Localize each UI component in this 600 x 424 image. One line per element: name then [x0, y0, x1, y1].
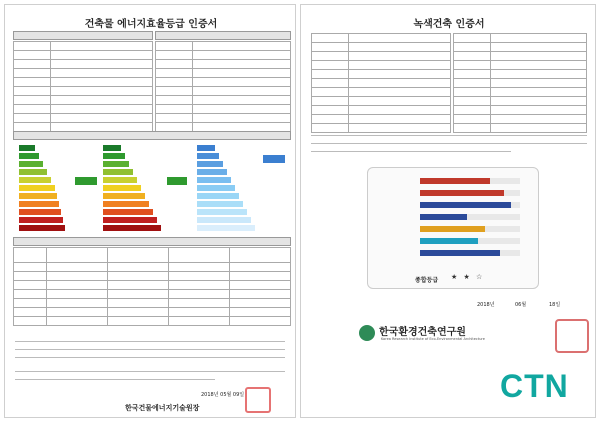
grade-scale-1: [19, 145, 65, 233]
ctn-logo: CTN: [500, 368, 569, 404]
overall-grade-stars: ★ ★ ☆: [451, 273, 485, 281]
bar: [420, 238, 478, 244]
right-certificate-title: 녹색건축 인증서: [413, 19, 485, 30]
certification-overview-header: [155, 31, 291, 40]
note-line-5: [15, 379, 215, 380]
green-building-certificate: [300, 4, 596, 418]
energy-use-header: [13, 237, 291, 246]
left-certificate-date: 2018년 05월 09일: [201, 392, 245, 398]
note-line-1: [15, 341, 285, 342]
grade-scale-2: [103, 145, 163, 233]
building-overview-header: [13, 31, 153, 40]
grade-indicator-2: [167, 177, 187, 185]
date-day: 18일: [549, 302, 561, 308]
grade-scale-3: [197, 145, 257, 233]
evaluation-results-header: [13, 131, 291, 140]
building-overview-table: [13, 41, 153, 132]
bar: [420, 214, 467, 220]
energy-efficiency-certificate: [4, 4, 296, 418]
statement-line-1: [311, 135, 587, 136]
left-certificate-issuer: 한국건물에너지기술원장: [125, 404, 200, 412]
official-seal-right: [555, 319, 589, 353]
note-line-4: [15, 371, 285, 372]
date-year: 2018년: [477, 302, 495, 308]
bar: [420, 190, 504, 196]
category-score-chart-frame: [367, 167, 539, 289]
green-building-overview-table: [311, 33, 451, 133]
green-building-certification-table: [453, 33, 587, 133]
organization-logo-icon: [359, 325, 375, 341]
statement-line-3: [311, 151, 511, 152]
note-line-3: [15, 357, 285, 358]
statement-line-2: [311, 143, 587, 144]
official-seal-left: [245, 387, 271, 413]
bar: [420, 250, 500, 256]
grade-indicator-3: [263, 155, 285, 163]
bar: [420, 226, 485, 232]
date-month: 06월: [515, 302, 527, 308]
bar: [420, 202, 511, 208]
note-line-2: [15, 349, 285, 350]
energy-use-table: [13, 247, 291, 326]
certification-overview-table: [155, 41, 291, 132]
left-certificate-title: 건축물 에너지효율등급 인증서: [84, 19, 218, 30]
overall-grade-label: 종합등급: [415, 277, 439, 284]
grade-indicator-1: [75, 177, 97, 185]
organization-name-en: Korea Research Institute of Eco-Environmental Architecture: [381, 337, 485, 341]
organization-name: 한국환경건축연구원: [379, 327, 466, 338]
category-score-chart: [368, 168, 538, 288]
bar: [420, 178, 490, 184]
